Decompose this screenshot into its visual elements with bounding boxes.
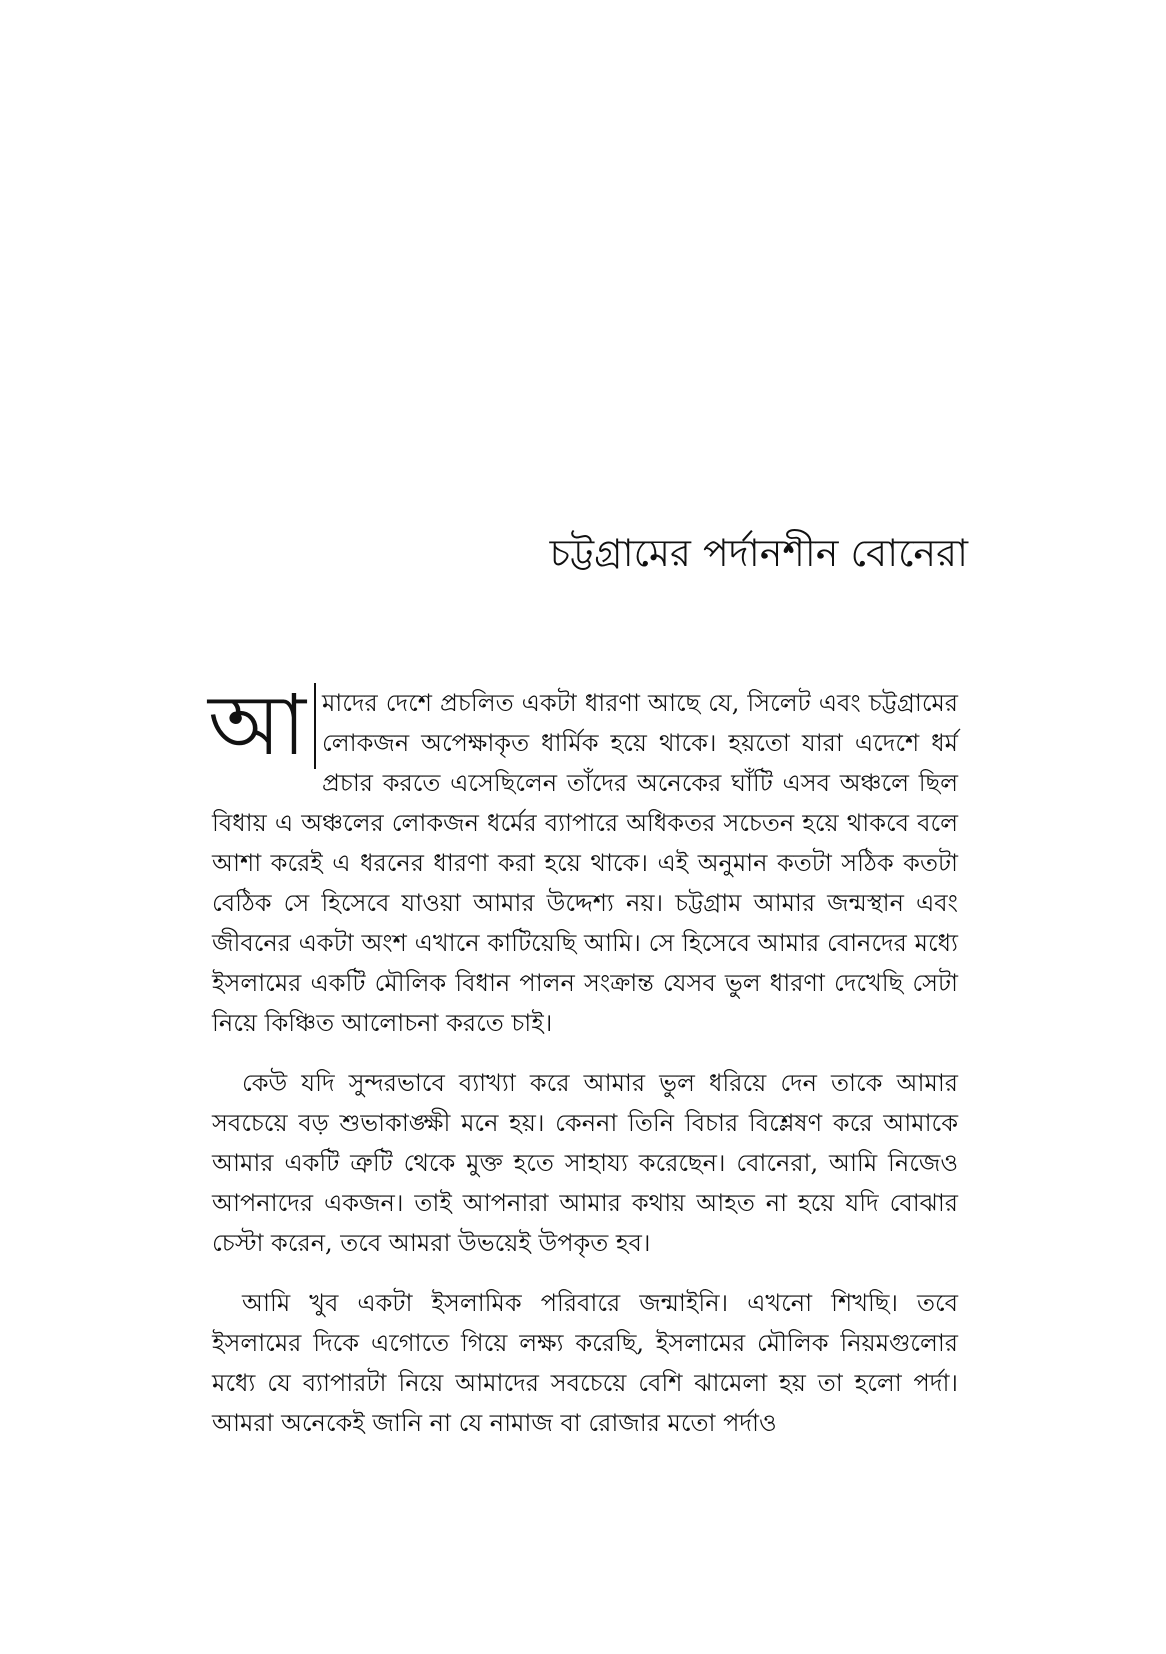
paragraph-3: আমি খুব একটা ইসলামিক পরিবারে জন্মাইনি। এখনো শিখছি। তবে ইসলামের দিকে এগোতে গিয়ে লক্ষ্য করেছি, ইসলামের মৌলিক নিয়মগুলোর মধ্যে যে ব্যাপারটা নিয়ে আমাদের সবচেয়ে বেশি ঝামেলা হয় তা হলো পর্দা। আমরা অনেকেই জানি না যে নামাজ বা রোজার মতো পর্দাও [212, 1289, 958, 1437]
paragraph-1 [208, 676, 958, 1043]
paragraph-2: কেউ যদি সুন্দরভাবে ব্যাখ্যা করে আমার ভুল ধরিয়ে দেন তাকে আমার সবচেয়ে বড় শুভাকাঙ্ক্ষী মনে হয়। কেননা তিনি বিচার বিশ্লেষণ করে আমাকে আমার একটি ত্রুটি থেকে মুক্ত হতে সাহায্য করেছেন। বোনেরা, আমি নিজেও আপনাদের একজন। তাই আপনারা আমার কথায় আহত না হয়ে যদি বোঝার চেস্টা করেন, তবে আমরা উভয়েই উপকৃত হব। [212, 1069, 958, 1257]
body-text [208, 676, 958, 1463]
drop-cap: আ [208, 676, 306, 774]
chapter-title: চট্টগ্রামের পর্দানশীন বোনেরা [549, 531, 968, 575]
drop-cap-rule [314, 683, 316, 769]
paragraph-1-text: মাদের দেশে প্রচলিত একটা ধারণা আছে যে, সিলেট এবং চট্টগ্রামের লোকজন অপেক্ষাকৃত ধার্মিক হয়ে থাকে। হয়তো যারা এদেশে ধর্ম প্রচার করতে এসেছিলেন তাঁদের অনেকের ঘাঁটি এসব অঞ্চলে ছিল বিধায় এ অঞ্চলের লোকজন ধর্মের ব্যাপারে অধিকতর সচেতন হয়ে থাকবে বলে আশা করেই এ ধরনের ধারণা করা হয়ে থাকে। এই অনুমান কতটা সঠিক কতটা বেঠিক সে হিসেবে যাওয়া আমার উদ্দেশ্য নয়। চট্টগ্রাম আমার জন্মস্থান এবং জীবনের একটা অংশ এখানে কাটিয়েছি আমি। সে হিসেবে আমার বোনদের মধ্যে ইসলামের একটি মৌলিক বিধান পালন সংক্রান্ত যেসব ভুল ধারণা দেখেছি সেটা নিয়ে কিঞ্চিত আলোচনা করতে চাই। [212, 689, 958, 1037]
